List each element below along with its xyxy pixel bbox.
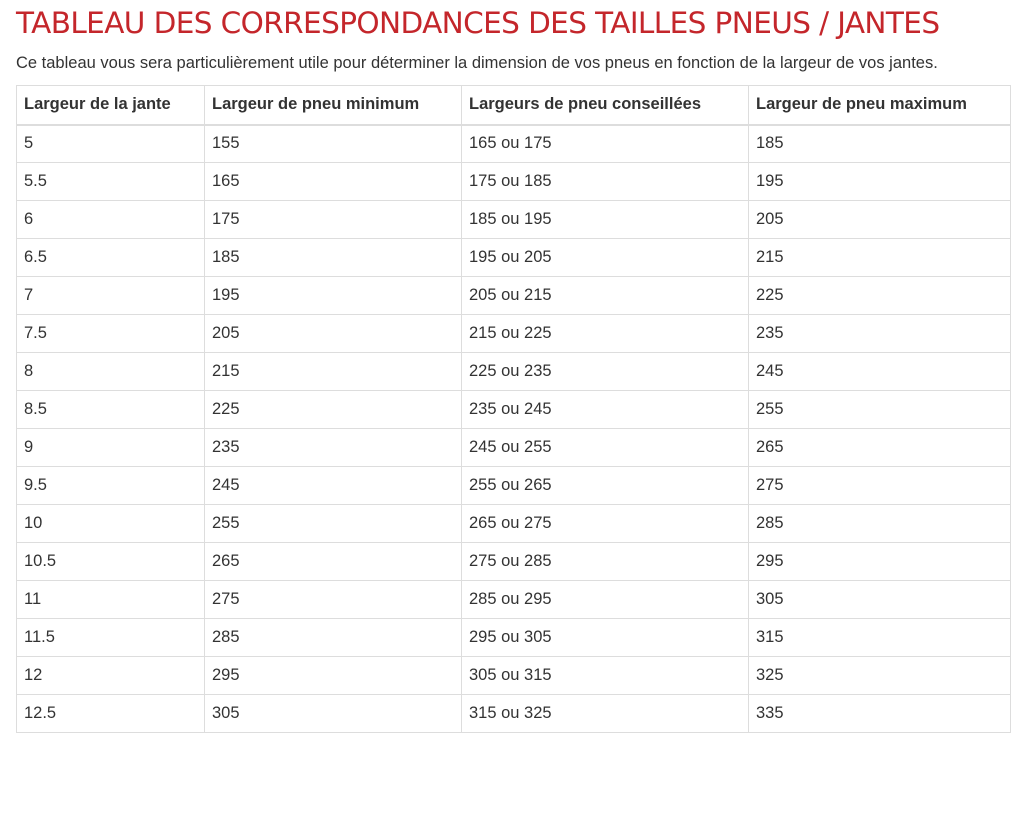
cell-max-tire-width: 245 xyxy=(749,353,1011,391)
cell-min-tire-width: 215 xyxy=(205,353,462,391)
cell-rim-width: 5.5 xyxy=(17,163,205,201)
cell-min-tire-width: 295 xyxy=(205,657,462,695)
cell-min-tire-width: 245 xyxy=(205,467,462,505)
cell-rim-width: 8.5 xyxy=(17,391,205,429)
table-row xyxy=(17,239,1011,277)
cell-rim-width: 6.5 xyxy=(17,239,205,277)
table-row xyxy=(17,581,1011,619)
cell-recommended-tire-widths: 255 ou 265 xyxy=(462,467,749,505)
cell-recommended-tire-widths: 205 ou 215 xyxy=(462,277,749,315)
intro-paragraph: Ce tableau vous sera particulièrement utile pour déterminer la dimension de vos pneus en fonction de la largeur de vos jantes. xyxy=(16,54,938,72)
cell-max-tire-width: 315 xyxy=(749,619,1011,657)
column-header-max-tire-width: Largeur de pneu maximum xyxy=(749,86,1011,125)
cell-max-tire-width: 295 xyxy=(749,543,1011,581)
table-row xyxy=(17,353,1011,391)
cell-recommended-tire-widths: 245 ou 255 xyxy=(462,429,749,467)
cell-min-tire-width: 205 xyxy=(205,315,462,353)
cell-rim-width: 11.5 xyxy=(17,619,205,657)
cell-recommended-tire-widths: 295 ou 305 xyxy=(462,619,749,657)
cell-recommended-tire-widths: 215 ou 225 xyxy=(462,315,749,353)
table-row xyxy=(17,125,1011,163)
table-body xyxy=(17,125,1011,733)
cell-min-tire-width: 275 xyxy=(205,581,462,619)
cell-min-tire-width: 225 xyxy=(205,391,462,429)
cell-min-tire-width: 195 xyxy=(205,277,462,315)
cell-min-tire-width: 255 xyxy=(205,505,462,543)
cell-max-tire-width: 205 xyxy=(749,201,1011,239)
column-header-min-tire-width: Largeur de pneu minimum xyxy=(205,86,462,125)
cell-recommended-tire-widths: 305 ou 315 xyxy=(462,657,749,695)
cell-max-tire-width: 255 xyxy=(749,391,1011,429)
cell-recommended-tire-widths: 225 ou 235 xyxy=(462,353,749,391)
cell-min-tire-width: 155 xyxy=(205,125,462,163)
cell-rim-width: 11 xyxy=(17,581,205,619)
cell-max-tire-width: 235 xyxy=(749,315,1011,353)
table-row xyxy=(17,467,1011,505)
cell-recommended-tire-widths: 235 ou 245 xyxy=(462,391,749,429)
cell-max-tire-width: 195 xyxy=(749,163,1011,201)
cell-max-tire-width: 215 xyxy=(749,239,1011,277)
page-title: TABLEAU DES CORRESPONDANCES DES TAILLES PNEUS / JANTES xyxy=(16,6,940,40)
cell-min-tire-width: 165 xyxy=(205,163,462,201)
cell-max-tire-width: 265 xyxy=(749,429,1011,467)
column-header-rim-width: Largeur de la jante xyxy=(17,86,205,125)
tire-rim-size-table xyxy=(16,85,1011,733)
table-header xyxy=(17,86,1011,125)
cell-max-tire-width: 275 xyxy=(749,467,1011,505)
table-row xyxy=(17,163,1011,201)
cell-rim-width: 12.5 xyxy=(17,695,205,733)
cell-rim-width: 10.5 xyxy=(17,543,205,581)
table-row xyxy=(17,695,1011,733)
table-row xyxy=(17,277,1011,315)
table-row xyxy=(17,315,1011,353)
cell-recommended-tire-widths: 275 ou 285 xyxy=(462,543,749,581)
cell-min-tire-width: 185 xyxy=(205,239,462,277)
cell-recommended-tire-widths: 165 ou 175 xyxy=(462,125,749,163)
cell-rim-width: 9.5 xyxy=(17,467,205,505)
table-row xyxy=(17,391,1011,429)
table-row xyxy=(17,429,1011,467)
cell-min-tire-width: 305 xyxy=(205,695,462,733)
cell-min-tire-width: 265 xyxy=(205,543,462,581)
table-row xyxy=(17,657,1011,695)
cell-recommended-tire-widths: 265 ou 275 xyxy=(462,505,749,543)
table-row xyxy=(17,201,1011,239)
cell-min-tire-width: 175 xyxy=(205,201,462,239)
column-header-recommended-tire-widths: Largeurs de pneu conseillées xyxy=(462,86,749,125)
table-row xyxy=(17,619,1011,657)
cell-rim-width: 7.5 xyxy=(17,315,205,353)
cell-recommended-tire-widths: 195 ou 205 xyxy=(462,239,749,277)
cell-max-tire-width: 225 xyxy=(749,277,1011,315)
table-row xyxy=(17,505,1011,543)
cell-rim-width: 9 xyxy=(17,429,205,467)
cell-max-tire-width: 185 xyxy=(749,125,1011,163)
cell-rim-width: 10 xyxy=(17,505,205,543)
header-row xyxy=(17,86,1011,125)
cell-rim-width: 6 xyxy=(17,201,205,239)
cell-recommended-tire-widths: 175 ou 185 xyxy=(462,163,749,201)
cell-max-tire-width: 305 xyxy=(749,581,1011,619)
cell-min-tire-width: 285 xyxy=(205,619,462,657)
cell-max-tire-width: 325 xyxy=(749,657,1011,695)
cell-recommended-tire-widths: 285 ou 295 xyxy=(462,581,749,619)
cell-recommended-tire-widths: 185 ou 195 xyxy=(462,201,749,239)
cell-rim-width: 12 xyxy=(17,657,205,695)
cell-rim-width: 7 xyxy=(17,277,205,315)
cell-rim-width: 5 xyxy=(17,125,205,163)
cell-rim-width: 8 xyxy=(17,353,205,391)
table-row xyxy=(17,543,1011,581)
cell-max-tire-width: 335 xyxy=(749,695,1011,733)
cell-max-tire-width: 285 xyxy=(749,505,1011,543)
cell-min-tire-width: 235 xyxy=(205,429,462,467)
cell-recommended-tire-widths: 315 ou 325 xyxy=(462,695,749,733)
